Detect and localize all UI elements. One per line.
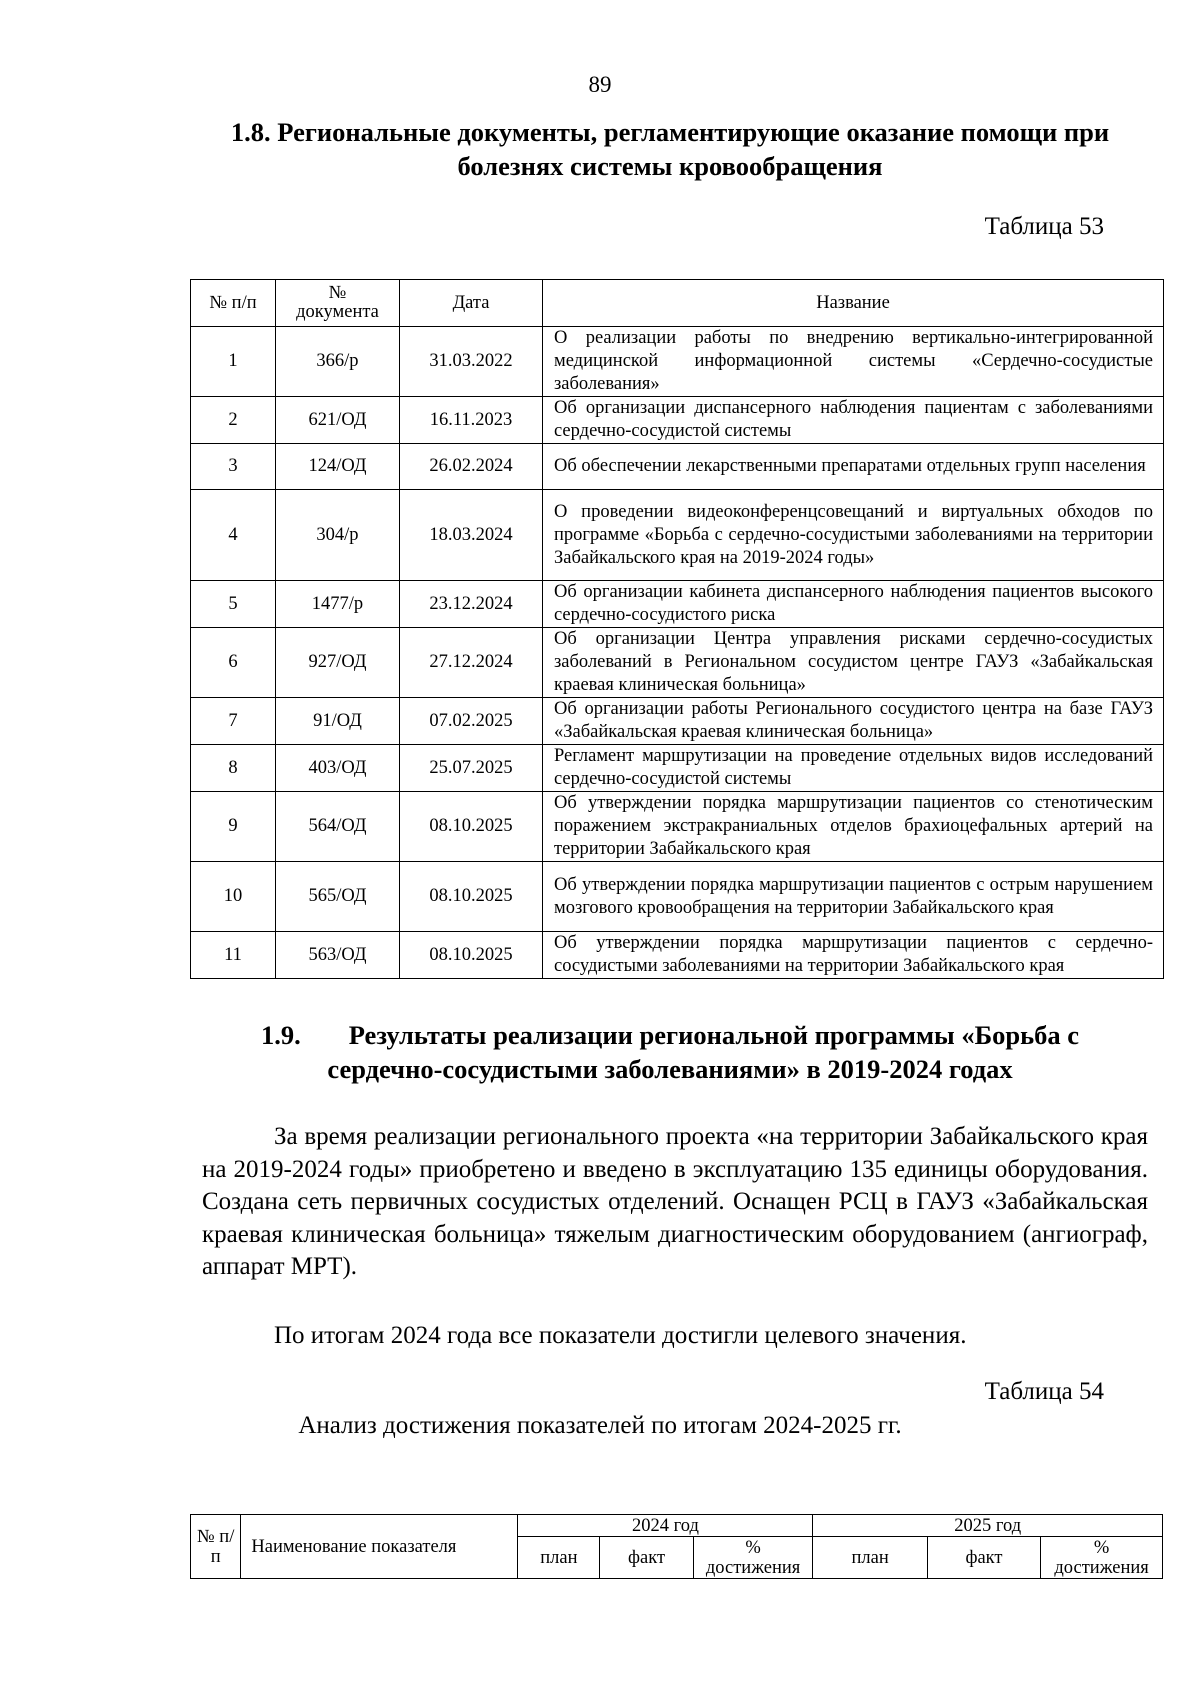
header-plan: план [813,1537,927,1579]
header-percent: % достижения [693,1537,813,1579]
table-row [191,490,1164,581]
table-row [191,397,1164,444]
row-number: 2 [191,397,276,444]
row-number: 10 [191,862,276,932]
document-number: 366/р [276,327,400,397]
header-doc: № документа [276,280,400,327]
document-name: Регламент маршрутизации на проведение отдельных видов исследований сердечно-сосудистой системы [543,745,1164,792]
row-number: 7 [191,698,276,745]
header-name: Название [543,280,1164,327]
table-row [191,745,1164,792]
document-date: 08.10.2025 [400,862,543,932]
header-num: № п/п [191,280,276,327]
table-header-row [191,1515,1163,1537]
document-name: Об организации Центра управления рисками сердечно-сосудистых заболеваний в Региональном сосудистом центре ГАУЗ «Забайкальская краевая клиническая больница» [543,628,1164,698]
section-title-line2: сердечно-сосудистыми заболеваниями» в 2019-2024 годах [327,1054,1013,1084]
document-date: 25.07.2025 [400,745,543,792]
table-header-row [191,280,1164,327]
header-num: № п/п [191,1515,241,1579]
document-date: 26.02.2024 [400,444,543,490]
header-year-2024: 2024 год [518,1515,813,1537]
document-number: 927/ОД [276,628,400,698]
document-date: 18.03.2024 [400,490,543,581]
document-date: 16.11.2023 [400,397,543,444]
document-date: 08.10.2025 [400,932,543,979]
body-paragraph: За время реализации регионального проекта «на территории Забайкальского края на 2019-2024 годы» приобретено и введено в эксплуатацию 135 единицы оборудования. Создана сеть первичных сосудистых отделений. Оснащен РСЦ в ГАУЗ «Забайкальская краевая клиническая больница» тяжелым диагностическим оборудованием (ангиограф, аппарат МРТ). [202,1123,1148,1281]
header-year-2025: 2025 год [813,1515,1163,1537]
document-name: О проведении видеоконференцсовещаний и виртуальных обходов по программе «Борьба с сердечно-сосудистыми заболеваниями на территории Забайкальского края на 2019-2024 годы» [543,490,1164,581]
table-row [191,792,1164,862]
document-date: 23.12.2024 [400,581,543,628]
indicators-table [190,1514,1163,1579]
document-number: 403/ОД [276,745,400,792]
section-title-1-9 [190,1018,1150,1086]
table-row [191,444,1164,490]
document-number: 1477/р [276,581,400,628]
document-name: Об организации работы Регионального сосудистого центра на базе ГАУЗ «Забайкальская краевая клиническая больница» [543,698,1164,745]
document-number: 565/ОД [276,862,400,932]
header-percent: % достижения [1041,1537,1163,1579]
row-number: 1 [191,327,276,397]
row-number: 5 [191,581,276,628]
document-date: 07.02.2025 [400,698,543,745]
document-number: 621/ОД [276,397,400,444]
row-number: 9 [191,792,276,862]
document-number: 563/ОД [276,932,400,979]
table-row [191,628,1164,698]
document-name: Об обеспечении лекарственными препаратами отдельных групп населения [543,444,1164,490]
document-name: Об организации кабинета диспансерного наблюдения пациентов высокого сердечно-сосудистого риска [543,581,1164,628]
document-number: 564/ОД [276,792,400,862]
row-number: 8 [191,745,276,792]
document-name: Об утверждении порядка маршрутизации пациентов со стенотическим поражением экстракраниальных отделов брахиоцефальных артерий на территории Забайкальского края [543,792,1164,862]
document-number: 124/ОД [276,444,400,490]
section-number: 1.9. [260,1020,301,1050]
table-54-caption: Анализ достижения показателей по итогам 2024-2025 гг. [298,1412,902,1439]
document-date: 31.03.2022 [400,327,543,397]
table-row [191,862,1164,932]
table-row [191,932,1164,979]
table-row [191,327,1164,397]
document-date: 27.12.2024 [400,628,543,698]
row-number: 11 [191,932,276,979]
document-number: 304/р [276,490,400,581]
documents-table [190,279,1164,979]
row-number: 6 [191,628,276,698]
table-row [191,581,1164,628]
section-title-line1: Результаты реализации региональной программы «Борьба с [348,1020,1080,1050]
document-number: 91/ОД [276,698,400,745]
header-fact: факт [927,1537,1040,1579]
document-name: Об утверждении порядка маршрутизации пациентов с сердечно-сосудистыми заболеваниями на территории Забайкальского края [543,932,1164,979]
page-number: 89 [588,72,612,97]
header-plan: план [518,1537,600,1579]
document-name: О реализации работы по внедрению вертикально-интегрированной медицинской информационной системы «Сердечно-сосудистые заболевания» [543,327,1164,397]
table-53-label: Таблица 53 [984,213,1104,240]
document-name: Об утверждении порядка маршрутизации пациентов с острым нарушением мозгового кровообращения на территории Забайкальского края [543,862,1164,932]
header-indicator-name: Наименование показателя [241,1515,518,1579]
body-paragraph: По итогам 2024 года все показатели достигли целевого значения. [274,1322,967,1349]
row-number: 3 [191,444,276,490]
document-name: Об организации диспансерного наблюдения пациентам с заболеваниями сердечно-сосудистой системы [543,397,1164,444]
header-date: Дата [400,280,543,327]
header-fact: факт [600,1537,693,1579]
table-54-label: Таблица 54 [984,1378,1104,1405]
document-date: 08.10.2025 [400,792,543,862]
row-number: 4 [191,490,276,581]
section-title-1-8: 1.8. Региональные документы, регламентирующие оказание помощи при болезнях системы кровообращения [230,117,1110,181]
table-row [191,698,1164,745]
